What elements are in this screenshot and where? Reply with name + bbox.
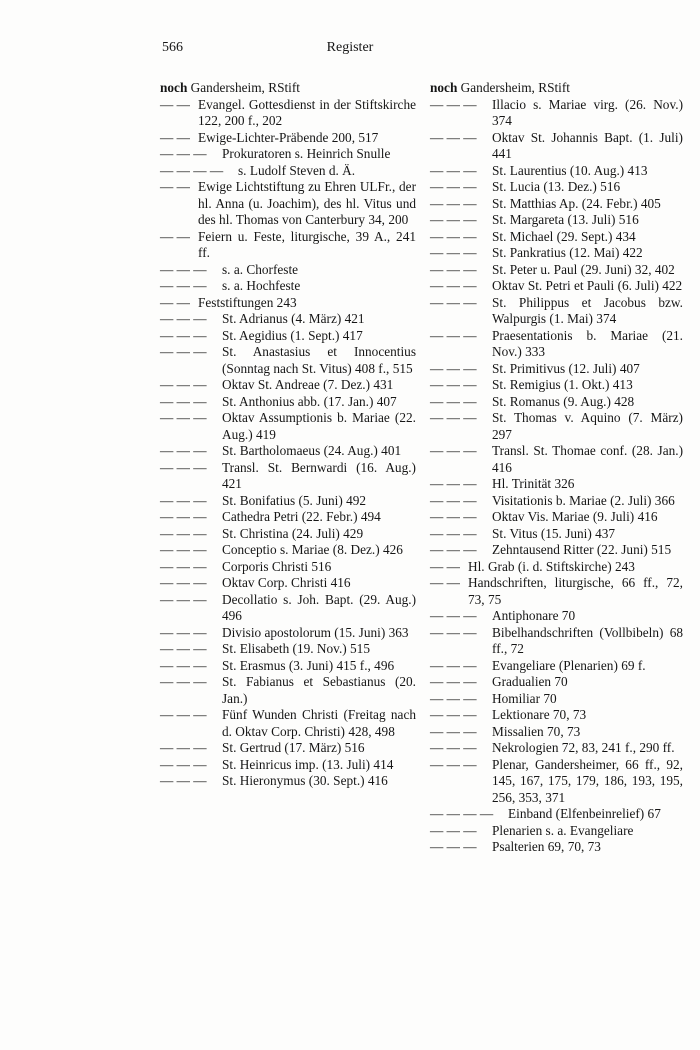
noch-label: noch [160, 80, 188, 95]
index-entry [430, 509, 683, 526]
entry-dashes: — — — [430, 261, 477, 277]
index-entry [430, 295, 683, 328]
index-entry [430, 724, 683, 741]
index-entry [430, 806, 683, 823]
index-entry [430, 212, 683, 229]
entry-dashes: — — — [430, 608, 477, 623]
index-entry [430, 262, 683, 279]
entry-dashes: — — — [160, 591, 207, 607]
entry-text: Lektionare 70, 73 [492, 707, 587, 722]
entry-dashes: — — [430, 575, 460, 590]
entry-dashes: — — — — [160, 162, 224, 178]
entry-dashes: — — — [430, 707, 477, 722]
index-entry [430, 443, 683, 476]
entry-list [430, 97, 683, 856]
entry-dashes: — — — [430, 492, 477, 508]
index-entry [160, 757, 416, 774]
entry-text: Nekrologien 72, 83, 241 f., 290 ff. [492, 740, 675, 755]
entry-dashes: — — — [160, 278, 207, 293]
index-entry [430, 823, 683, 840]
index-entry [430, 377, 683, 394]
entry-text: s. a. Chorfeste [222, 261, 299, 277]
index-entry [160, 575, 416, 592]
index-entry [430, 740, 683, 757]
entry-text: Plenarien s. a. Evangeliare [492, 822, 634, 838]
entry-dashes: — — — [430, 443, 477, 458]
entry-dashes: — — — [160, 707, 207, 722]
entry-text: St. Remigius (1. Okt.) 413 [492, 377, 633, 392]
entry-dashes: — — — [160, 558, 207, 574]
index-entry [160, 130, 416, 147]
index-entry [430, 526, 683, 543]
entry-text: Missalien 70, 73 [492, 723, 581, 739]
entry-dashes: — — — [160, 773, 207, 788]
index-entry [160, 592, 416, 625]
entry-text: Evangel. Gottesdienst in der Stiftskirche 122, 200 f., 202 [198, 96, 416, 128]
entry-dashes: — — — [160, 542, 207, 557]
entry-text: Corporis Christi 516 [222, 558, 332, 574]
entry-text: Cathedra Petri (22. Febr.) 494 [222, 509, 381, 524]
entry-dashes: — — — [160, 657, 207, 673]
entry-text: s. a. Hochfeste [222, 278, 301, 293]
entry-dashes: — — — [160, 261, 207, 277]
index-entry [160, 509, 416, 526]
entry-dashes: — — — [430, 476, 477, 491]
entry-dashes: — — — [160, 525, 207, 541]
entry-dashes: — — — [430, 393, 477, 409]
entry-text: St. Michael (29. Sept.) 434 [492, 228, 636, 244]
running-header: Register [326, 40, 374, 55]
entry-text: Ewige-Lichter-Präbende 200, 517 [198, 129, 379, 145]
entry-dashes: — — — [430, 839, 477, 854]
entry-dashes: — — — [430, 245, 477, 260]
entry-dashes: — — — [430, 690, 477, 706]
entry-text: St. Philippus et Jacobus bzw. Walpurgis (1. Mai) 374 [492, 294, 683, 326]
index-entry [430, 476, 683, 493]
entry-text: St. Margareta (13. Juli) 516 [492, 212, 639, 227]
entry-text: St. Anastasius et Innocentius (Sonntag nach St. Vitus) 408 f., 515 [222, 344, 416, 376]
entry-dashes: — — — [160, 756, 207, 772]
index-entry [430, 179, 683, 196]
index-entry [430, 163, 683, 180]
entry-text: St. Gertrud (17. März) 516 [222, 740, 365, 755]
entry-dashes: — — — [430, 162, 477, 178]
entry-text: St. Primitivus (12. Juli) 407 [492, 360, 640, 376]
index-entry [160, 394, 416, 411]
entry-dashes: — — [160, 228, 190, 244]
entry-dashes: — — — [430, 212, 477, 227]
entry-dashes: — — — [430, 657, 477, 673]
index-entry [430, 410, 683, 443]
entry-dashes: — — — [160, 575, 207, 590]
entry-dashes: — — — [160, 393, 207, 409]
entry-text: St. Thomas v. Aquino (7. März) 297 [492, 410, 683, 442]
entry-text: St. Vitus (15. Juni) 437 [492, 525, 616, 541]
entry-text: St. Bonifatius (5. Juni) 492 [222, 492, 367, 508]
index-entry [160, 443, 416, 460]
entry-dashes: — — — [430, 96, 477, 112]
entry-dashes: — — — [160, 327, 207, 343]
entry-text: Visitationis b. Mariae (2. Juli) 366 [492, 492, 675, 508]
entry-text: Conceptio s. Mariae (8. Dez.) 426 [222, 542, 403, 557]
entry-dashes: — — — [160, 624, 207, 640]
page-number: 566 [162, 40, 183, 55]
entry-text: Oktav Assumptionis b. Mariae (22. Aug.) 419 [222, 410, 416, 442]
entry-dashes: — — — [430, 278, 477, 293]
entry-dashes: — — — [160, 509, 207, 524]
entry-text: St. Lucia (13. Dez.) 516 [492, 179, 621, 194]
index-entry [430, 245, 683, 262]
entry-text: Zehntausend Ritter (22. Juni) 515 [492, 542, 672, 557]
entry-dashes: — — — [160, 492, 207, 508]
entry-text: Oktav St. Johannis Bapt. (1. Juli) 441 [492, 129, 683, 161]
entry-text: Decollatio s. Joh. Bapt. (29. Aug.) 496 [222, 591, 416, 623]
heading-text: Gandersheim, RStift [457, 80, 570, 95]
entry-dashes: — — — [160, 311, 207, 326]
entry-dashes: — — — [160, 410, 207, 425]
entry-dashes: — — [160, 294, 190, 310]
index-entry [430, 608, 683, 625]
index-entry [160, 146, 416, 163]
index-entry [160, 377, 416, 394]
entry-text: Hl. Trinität 326 [492, 476, 575, 491]
index-entry [160, 740, 416, 757]
entry-dashes: — — — — [430, 806, 494, 821]
entry-text: Handschriften, liturgische, 66 ff., 72, 73, 75 [468, 575, 683, 607]
entry-text: Ewige Lichtstiftung zu Ehren ULFr., der hl. Anna (u. Joachim), des hl. Vitus und des hl. Thomas von Canterbury 34, 200 [198, 179, 416, 227]
entry-text: St. Adrianus (4. März) 421 [222, 311, 365, 326]
entry-list [160, 97, 416, 790]
entry-text: Oktav St. Andreae (7. Dez.) 431 [222, 377, 394, 392]
index-entry [160, 674, 416, 707]
entry-text: St. Hieronymus (30. Sept.) 416 [222, 773, 388, 788]
index-entry [430, 559, 683, 576]
index-entry [160, 278, 416, 295]
index-entry [430, 196, 683, 213]
entry-text: Oktav Corp. Christi 416 [222, 575, 351, 590]
noch-label: noch [430, 80, 458, 95]
entry-dashes: — — — [430, 674, 477, 689]
entry-dashes: — — — [430, 129, 477, 145]
entry-text: St. Aegidius (1. Sept.) 417 [222, 327, 363, 343]
index-entry [160, 773, 416, 790]
index-entry [160, 559, 416, 576]
entry-dashes: — — — [430, 228, 477, 244]
entry-dashes: — — — [430, 525, 477, 541]
index-entry [430, 674, 683, 691]
index-entry [430, 658, 683, 675]
entry-text: St. Romanus (9. Aug.) 428 [492, 393, 635, 409]
index-entry [160, 625, 416, 642]
entry-text: Transl. St. Thomae conf. (28. Jan.) 416 [492, 443, 683, 475]
entry-dashes: — — — [160, 674, 207, 689]
entry-dashes: — — [160, 96, 190, 112]
entry-dashes: — — [160, 129, 190, 145]
entry-text: St. Elisabeth (19. Nov.) 515 [222, 641, 370, 656]
entry-dashes: — — — [430, 509, 477, 524]
entry-text: St. Erasmus (3. Juni) 415 f., 496 [222, 657, 395, 673]
entry-text: Fünf Wunden Christi (Freitag nach d. Oktav Corp. Christi) 428, 498 [222, 707, 416, 739]
index-column-left [160, 80, 416, 790]
entry-text: St. Anthonius abb. (17. Jan.) 407 [222, 393, 397, 409]
entry-text: St. Matthias Ap. (24. Febr.) 405 [492, 195, 661, 211]
entry-text: Praesentationis b. Mariae (21. Nov.) 333 [492, 327, 683, 359]
column-heading [160, 80, 416, 97]
index-entry [160, 97, 416, 130]
index-entry [430, 839, 683, 856]
entry-dashes: — — — [430, 723, 477, 739]
entry-text: Oktav St. Petri et Pauli (6. Juli) 422 [492, 278, 683, 293]
entry-text: Bibelhandschriften (Vollbibeln) 68 ff., 72 [492, 624, 683, 656]
index-entry [430, 229, 683, 246]
entry-text: Homiliar 70 [492, 690, 557, 706]
entry-dashes: — — — [430, 377, 477, 392]
index-entry [430, 575, 683, 608]
entry-text: St. Peter u. Paul (29. Juni) 32, 402 [492, 261, 675, 277]
index-entry [160, 542, 416, 559]
entry-text: Psalterien 69, 70, 73 [492, 839, 601, 854]
entry-text: St. Christina (24. Juli) 429 [222, 525, 364, 541]
index-entry [430, 707, 683, 724]
index-entry [430, 394, 683, 411]
entry-text: Transl. St. Bernwardi (16. Aug.) 421 [222, 459, 416, 491]
entry-dashes: — — — [160, 377, 207, 392]
index-entry [160, 493, 416, 510]
entry-text: s. Ludolf Steven d. Ä. [238, 162, 356, 178]
entry-dashes: — — — [430, 327, 477, 343]
entry-dashes: — — — [160, 344, 207, 359]
entry-dashes: — — — [430, 294, 477, 310]
entry-dashes: — — — [160, 443, 207, 458]
entry-text: St. Bartholomaeus (24. Aug.) 401 [222, 443, 402, 458]
index-entry [160, 229, 416, 262]
entry-text: Plenar, Gandersheimer, 66 ff., 92, 145, 167, 175, 179, 186, 193, 195, 256, 353, 371 [492, 756, 683, 805]
entry-text: Evangeliare (Plenarien) 69 f. [492, 657, 646, 673]
index-entry [430, 691, 683, 708]
entry-dashes: — — — [430, 410, 477, 425]
index-entry [160, 295, 416, 312]
entry-text: St. Laurentius (10. Aug.) 413 [492, 162, 648, 178]
index-entry [430, 361, 683, 378]
column-heading [430, 80, 683, 97]
entry-text: Einband (Elfenbeinrelief) 67 [508, 806, 661, 821]
index-entry [160, 410, 416, 443]
entry-dashes: — — — [160, 641, 207, 656]
index-entry [430, 542, 683, 559]
index-entry [160, 641, 416, 658]
entry-dashes: — — — [160, 740, 207, 755]
entry-text: Illacio s. Mariae virg. (26. Nov.) 374 [492, 96, 683, 128]
index-entry [430, 97, 683, 130]
entry-text: St. Heinricus imp. (13. Juli) 414 [222, 756, 394, 772]
entry-text: Divisio apostolorum (15. Juni) 363 [222, 624, 409, 640]
heading-text: Gandersheim, RStift [187, 80, 300, 95]
index-entry [430, 130, 683, 163]
entry-dashes: — — — [430, 179, 477, 194]
index-entry [430, 278, 683, 295]
index-entry [430, 328, 683, 361]
index-entry [160, 707, 416, 740]
index-entry [160, 658, 416, 675]
index-entry [430, 757, 683, 807]
entry-text: Prokuratoren s. Heinrich Snulle [222, 146, 391, 161]
index-entry [160, 262, 416, 279]
entry-text: Oktav Vis. Mariae (9. Juli) 416 [492, 509, 658, 524]
entry-dashes: — — — [160, 459, 207, 475]
entry-dashes: — — — [430, 740, 477, 755]
entry-dashes: — — — [430, 360, 477, 376]
entry-dashes: — — — [430, 624, 477, 640]
entry-dashes: — — — [430, 756, 477, 772]
entry-dashes: — — [430, 558, 460, 574]
index-column-right [430, 80, 683, 856]
index-entry [160, 526, 416, 543]
entry-dashes: — — — [430, 822, 477, 838]
index-entry [430, 625, 683, 658]
entry-text: Feststiftungen 243 [198, 294, 297, 310]
entry-text: Feiern u. Feste, liturgische, 39 A., 241 ff. [198, 228, 416, 260]
index-entry [160, 460, 416, 493]
entry-dashes: — — — [430, 542, 477, 557]
entry-dashes: — — — [430, 195, 477, 211]
index-entry [160, 328, 416, 345]
entry-text: Gradualien 70 [492, 674, 568, 689]
entry-dashes: — — — [160, 146, 207, 161]
index-entry [160, 163, 416, 180]
entry-text: St. Pankratius (12. Mai) 422 [492, 245, 643, 260]
index-entry [430, 493, 683, 510]
entry-dashes: — — [160, 179, 190, 194]
entry-text: Antiphonare 70 [492, 608, 576, 623]
entry-text: Hl. Grab (i. d. Stiftskirche) 243 [468, 558, 635, 574]
entry-text: St. Fabianus et Sebastianus (20. Jan.) [222, 674, 416, 706]
index-entry [160, 344, 416, 377]
index-entry [160, 311, 416, 328]
index-entry [160, 179, 416, 229]
